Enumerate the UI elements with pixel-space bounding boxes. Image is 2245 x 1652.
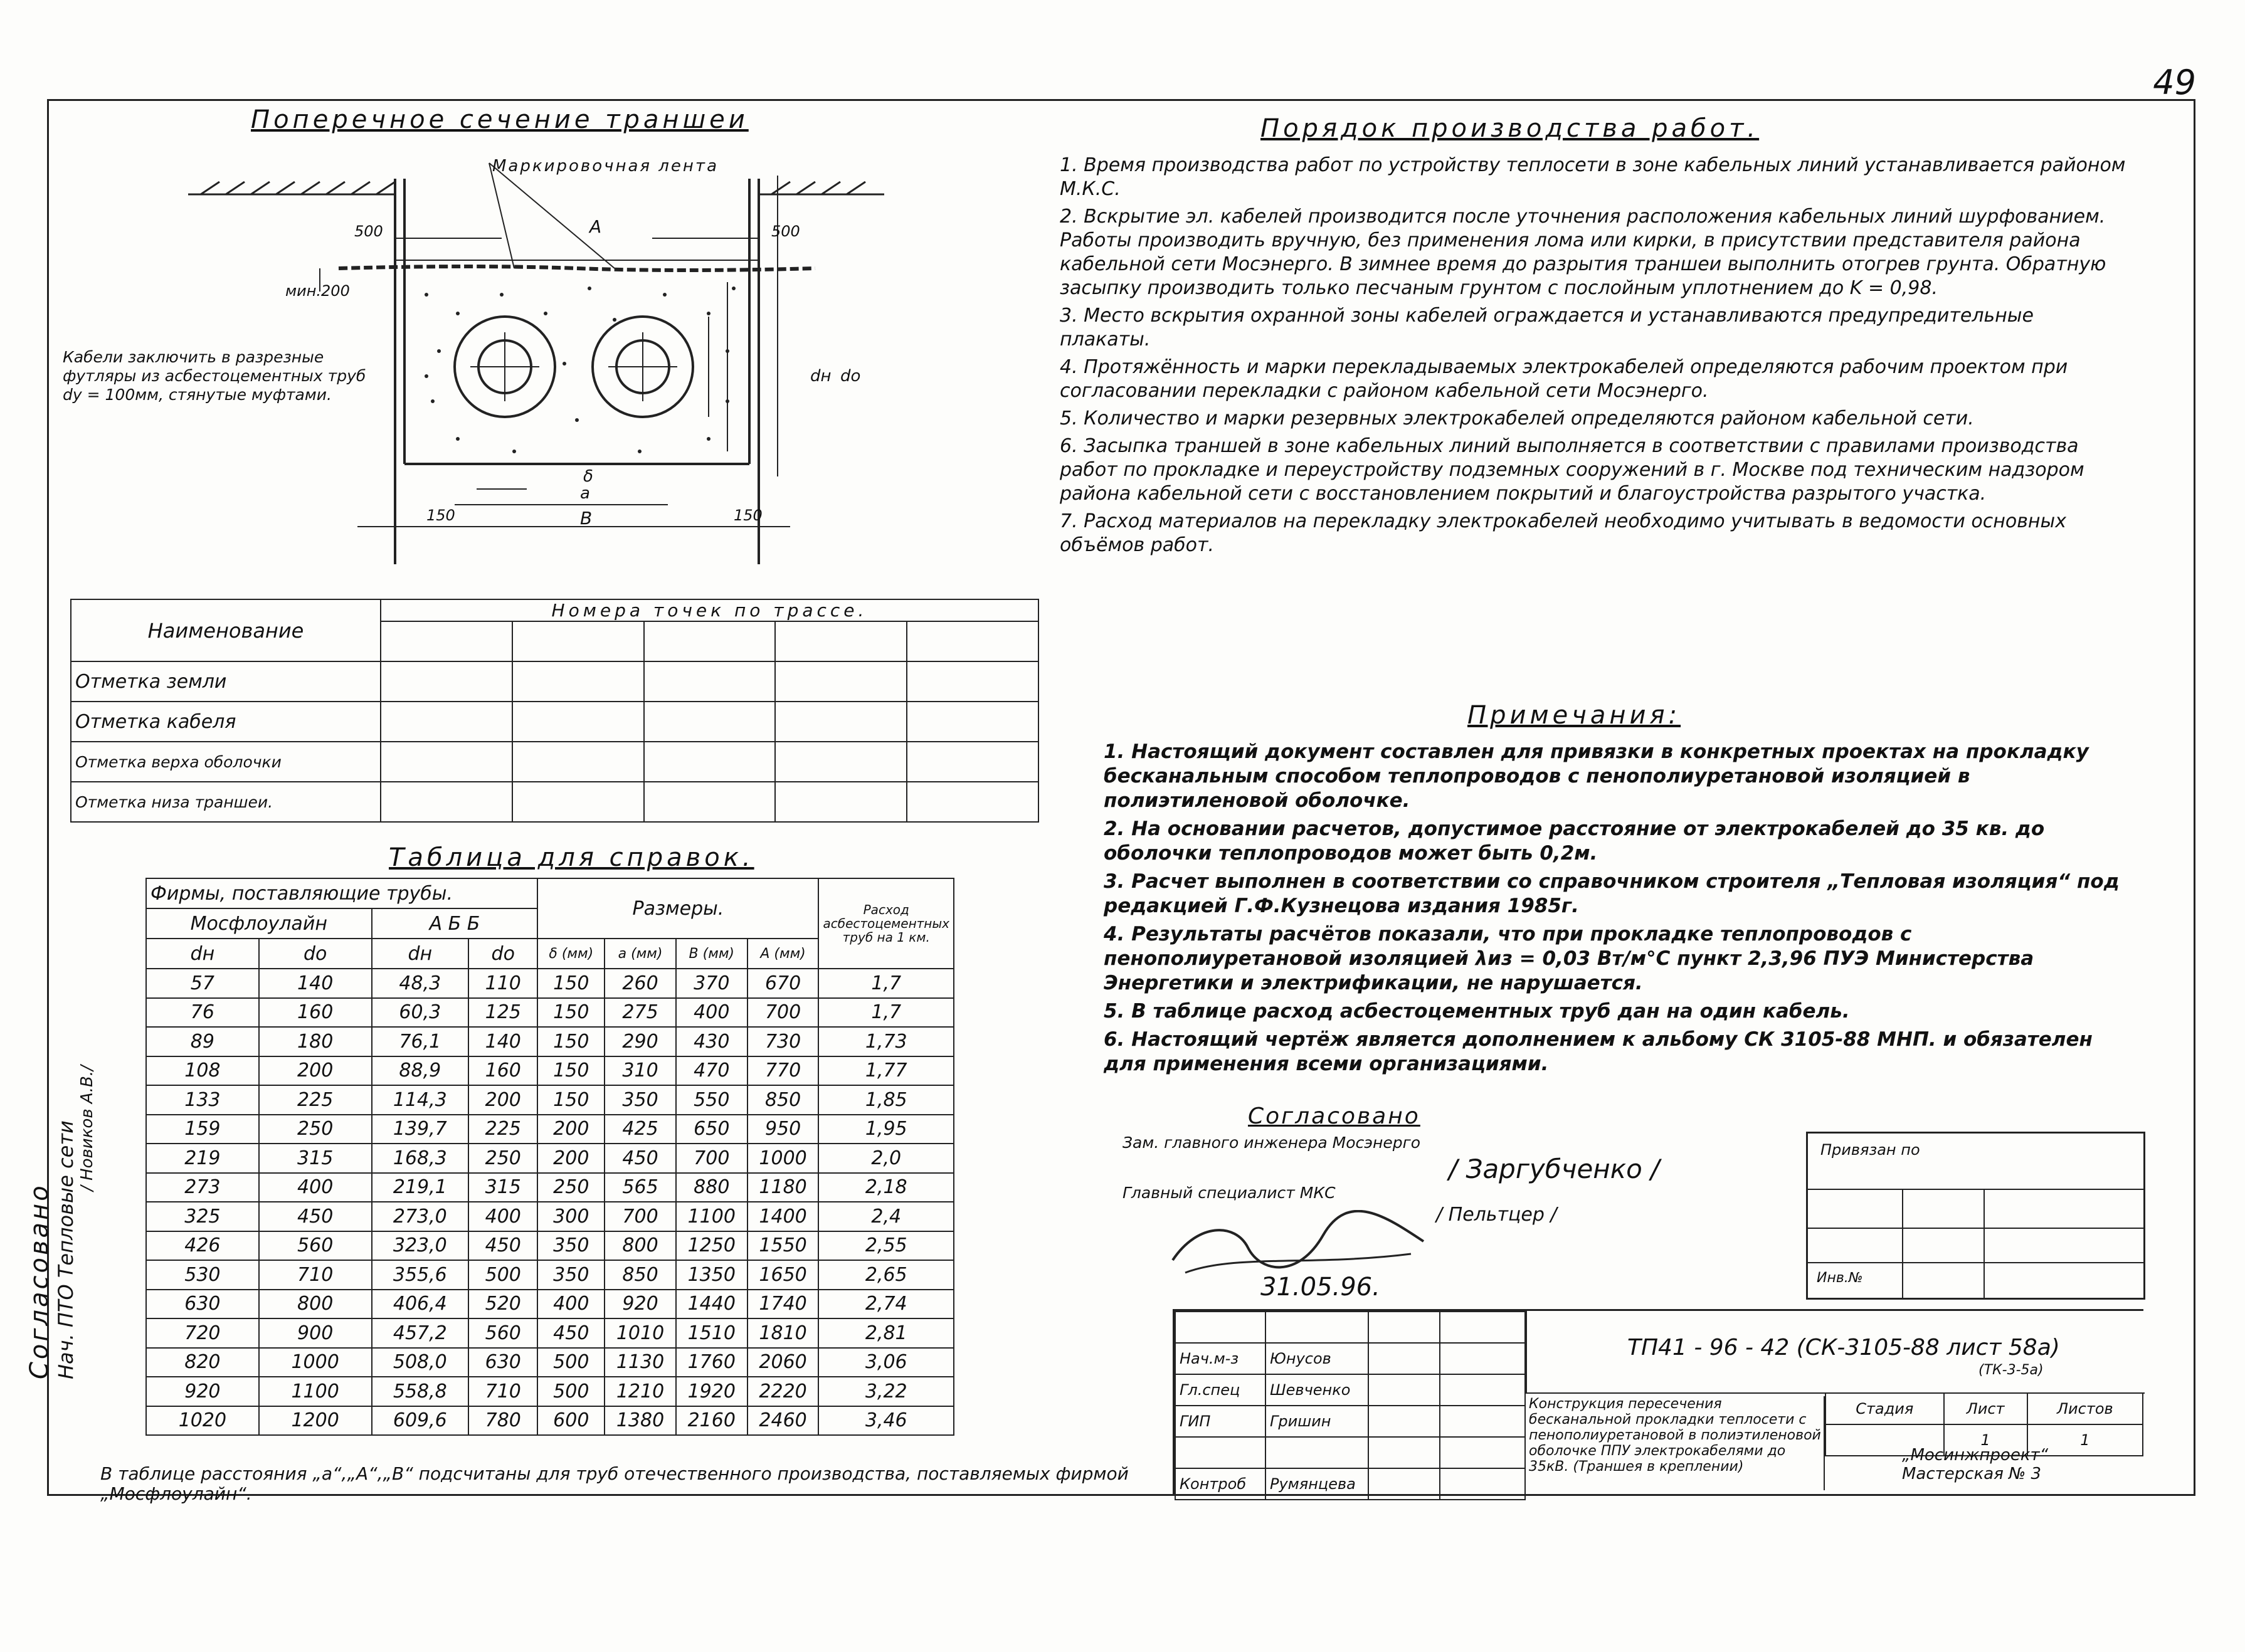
- ref-table-cell: 1180: [747, 1173, 819, 1202]
- stamp-sheet-value: 1: [1944, 1424, 2027, 1456]
- ref-table-cell: 250: [537, 1173, 605, 1202]
- dim-min200: мин.200: [285, 282, 350, 300]
- ref-table-cell: 168,3: [372, 1144, 469, 1173]
- ref-table-cell: 406,4: [372, 1290, 469, 1319]
- ref-table-cell: 200: [259, 1056, 372, 1086]
- ref-table-cell: 1250: [676, 1231, 747, 1261]
- ref-table-cell: 110: [468, 969, 537, 998]
- procedure-item: 3. Место вскрытия охранной зоны кабелей ограждается и устанавливаются предупредительные плакаты.: [1060, 305, 2034, 350]
- ref-table-cell: 1200: [259, 1406, 372, 1436]
- side-approval: [25, 1065, 97, 1379]
- stamp-name: Шевченко: [1265, 1374, 1368, 1406]
- ref-table-cell: 1100: [676, 1202, 747, 1231]
- ref-table-cell: 88,9: [372, 1056, 469, 1086]
- ref-table-cell: 1130: [605, 1348, 676, 1377]
- ref-header-firms: Фирмы, поставляющие трубы.: [146, 878, 537, 908]
- stamp-code-sub: (ТК-3-5а): [1978, 1362, 2044, 1378]
- binding-box: [1806, 1132, 2145, 1300]
- ref-table-cell: 350: [537, 1260, 605, 1290]
- ref-table-row: [146, 1144, 954, 1173]
- ref-table-cell: 609,6: [372, 1406, 469, 1436]
- stamp-stage-label: Стадия: [1825, 1393, 1944, 1424]
- ref-table-cell: 1,85: [818, 1085, 954, 1115]
- ref-table-cell: 450: [605, 1144, 676, 1173]
- ref-header-firm2: А Б Б: [372, 908, 538, 939]
- ref-table-cell: 560: [468, 1318, 537, 1348]
- ref-table-row: [146, 998, 954, 1028]
- ref-table-cell: 1740: [747, 1290, 819, 1319]
- points-header-points: Номера точек по трассе.: [381, 599, 1038, 621]
- ref-table-cell: 430: [676, 1027, 747, 1056]
- stamp-signatures: [1175, 1311, 1526, 1500]
- ref-table-row: [146, 1173, 954, 1202]
- ref-table-cell: 370: [676, 969, 747, 998]
- ref-table-cell: 558,8: [372, 1377, 469, 1406]
- ref-table-cell: 880: [676, 1173, 747, 1202]
- note-item: 6. Настоящий чертёж является дополнением к альбому СК 3105-88 МНП. и обязателен для применения всеми организациями.: [1104, 1028, 2093, 1075]
- ref-table-cell: 670: [747, 969, 819, 998]
- ref-table-cell: 400: [259, 1173, 372, 1202]
- ref-table-row: [146, 1202, 954, 1231]
- ref-table-cell: 350: [537, 1231, 605, 1261]
- stamp-role: Нач.м-з: [1175, 1343, 1265, 1374]
- ref-table-cell: 500: [537, 1377, 605, 1406]
- ref-table-cell: 450: [468, 1231, 537, 1261]
- ref-table-footnote: В таблице расстояния „а“,„А“,„В“ подсчитаны для труб отечественного производства, поставляемых фирмой „Мосфлоулайн“.: [100, 1463, 1129, 1504]
- ref-table-cell: 520: [468, 1290, 537, 1319]
- route-points-table: [70, 599, 1039, 823]
- inv-number-label: Инв.№: [1817, 1270, 1863, 1286]
- points-header-name: Наименование: [71, 599, 381, 661]
- ref-col: а (мм): [605, 939, 676, 969]
- ref-table-cell: 150: [537, 1027, 605, 1056]
- stamp-sheet-label: Лист: [1944, 1393, 2027, 1424]
- ref-table-cell: 250: [259, 1115, 372, 1144]
- marker-tape-label: Маркировочная лента: [492, 157, 719, 176]
- dim-dn: dн: [810, 367, 832, 386]
- procedure-title: Порядок производства работ.: [1260, 114, 1760, 143]
- ref-table-cell: 323,0: [372, 1231, 469, 1261]
- ref-header-sizes: Размеры.: [537, 878, 818, 939]
- side-approval-line2: Нач. ПТО Тепловые сети: [54, 1120, 78, 1379]
- points-row-label: Отметка низа траншеи.: [71, 782, 381, 822]
- stamp-role: ГИП: [1175, 1406, 1265, 1437]
- cross-section-title: Поперечное сечение траншеи: [251, 105, 749, 134]
- ref-table-cell: 315: [259, 1144, 372, 1173]
- ref-table-cell: 3,06: [818, 1348, 954, 1377]
- ref-table-cell: 150: [537, 998, 605, 1028]
- note-item: 3. Расчет выполнен в соответствии со справочником строителя „Тепловая изоляция“ под редакцией Г.Ф.Кузнецова издания 1985г.: [1104, 870, 2120, 917]
- ref-table-cell: 400: [676, 998, 747, 1028]
- ref-table-cell: 310: [605, 1056, 676, 1086]
- side-approval-line3: / Новиков А.В./: [78, 1065, 97, 1191]
- ref-table-row: [146, 969, 954, 998]
- ref-table-row: [146, 1406, 954, 1436]
- ref-table-row: [146, 1115, 954, 1144]
- ref-col: А (мм): [747, 939, 819, 969]
- ref-header-rate: Расход асбестоцементных труб на 1 км.: [818, 878, 954, 969]
- procedure-item: 6. Засыпка траншей в зоне кабельных линий выполняется в соответствии с правилами производства работ по прокладке и переустройству подземных сооружений в г. Москве под техническим надзором района кабельной сети с восстановлением покрытий и благоустройства разрытого участка.: [1060, 435, 2084, 505]
- agreed-name1: / Заргубченко /: [1449, 1154, 1660, 1184]
- dim-do: dо: [840, 367, 861, 386]
- ref-table-cell: 700: [747, 998, 819, 1028]
- procedure-item: 5. Количество и марки резервных электрокабелей определяются районом кабельной сети.: [1060, 408, 1974, 429]
- ref-table-cell: 400: [468, 1202, 537, 1231]
- ref-table-cell: 140: [259, 969, 372, 998]
- ref-table-cell: 470: [676, 1056, 747, 1086]
- ref-table-cell: 1920: [676, 1377, 747, 1406]
- ref-table-row: [146, 1348, 954, 1377]
- notes-list: [1104, 740, 2132, 1080]
- cable-note: Кабели заключить в разрезные футляры из асбестоцементных труб dy = 100мм, стянутые муфтами.: [63, 348, 366, 404]
- ref-table-cell: 2,81: [818, 1318, 954, 1348]
- ref-table-cell: 450: [537, 1318, 605, 1348]
- ref-table-cell: 500: [537, 1348, 605, 1377]
- ref-table-row: [146, 1085, 954, 1115]
- ref-table-cell: 250: [468, 1144, 537, 1173]
- ref-table-cell: 500: [468, 1260, 537, 1290]
- ref-table-cell: 565: [605, 1173, 676, 1202]
- stamp-organization: „Мосинжпроект“ Мастерская № 3: [1902, 1446, 2049, 1483]
- ref-table-cell: 225: [259, 1085, 372, 1115]
- ref-table-cell: 550: [676, 1085, 747, 1115]
- points-row-label: Отметка земли: [71, 661, 381, 702]
- ref-table-cell: 920: [605, 1290, 676, 1319]
- ref-table-cell: 114,3: [372, 1085, 469, 1115]
- ref-table-row: [146, 1290, 954, 1319]
- ref-table-cell: 300: [537, 1202, 605, 1231]
- ref-table-cell: 1510: [676, 1318, 747, 1348]
- ref-table-cell: 76,1: [372, 1027, 469, 1056]
- ref-table-cell: 508,0: [372, 1348, 469, 1377]
- stamp-name: Гришин: [1265, 1406, 1368, 1437]
- ref-table-cell: 400: [537, 1290, 605, 1319]
- ref-table-cell: 1,7: [818, 998, 954, 1028]
- reference-table: [145, 878, 954, 1436]
- ref-table-cell: 710: [259, 1260, 372, 1290]
- dim-a: a: [580, 484, 590, 503]
- ref-table-cell: 180: [259, 1027, 372, 1056]
- ref-table-row: [146, 1377, 954, 1406]
- ref-table-cell: 315: [468, 1173, 537, 1202]
- procedure-list: [1060, 154, 2126, 561]
- ref-table-cell: 150: [537, 1056, 605, 1086]
- ref-table-cell: 425: [605, 1115, 676, 1144]
- note-item: 1. Настоящий документ составлен для привязки в конкретных проектах на прокладку бесканальным способом теплопроводов с пенополиуретановой изоляцией в полиэтиленовой оболочке.: [1104, 740, 2089, 812]
- ref-table-cell: 125: [468, 998, 537, 1028]
- ref-col: dо: [468, 939, 537, 969]
- ref-table-cell: 900: [259, 1318, 372, 1348]
- ref-table-cell: 730: [747, 1027, 819, 1056]
- ref-table-cell: 1100: [259, 1377, 372, 1406]
- stamp-sheets-label: Листов: [2027, 1393, 2143, 1424]
- agreed-date: 31.05.96.: [1260, 1273, 1380, 1302]
- ref-table-cell: 850: [747, 1085, 819, 1115]
- ref-table-cell: 1010: [605, 1318, 676, 1348]
- ref-table-cell: 57: [146, 969, 259, 998]
- ref-table-cell: 1650: [747, 1260, 819, 1290]
- ref-table-cell: 159: [146, 1115, 259, 1144]
- ref-table-cell: 89: [146, 1027, 259, 1056]
- ref-table-cell: 219: [146, 1144, 259, 1173]
- procedure-item: 2. Вскрытие эл. кабелей производится после уточнения расположения кабельных линий шурфованием. Работы производить вручную, без применения лома или кирки, в присутствии представителя района кабельной сети Мосэнерго. В зимнее время до разрытия траншеи выполнить отогрев грунта. Обратную засыпку производить только песчаным грунтом с послойным уплотнением до K = 0,98.: [1060, 206, 2106, 299]
- ref-table-cell: 770: [747, 1056, 819, 1086]
- stamp-name: [1265, 1437, 1368, 1468]
- note-item: 2. На основании расчетов, допустимое расстояние от электрокабелей до 35 кв. до оболочки теплопроводов может быть 0,2м.: [1104, 818, 2045, 865]
- ref-table-cell: 630: [146, 1290, 259, 1319]
- ref-table-cell: 630: [468, 1348, 537, 1377]
- procedure-item: 1. Время производства работ по устройству теплосети в зоне кабельных линий устанавливается районом М.К.С.: [1060, 154, 2126, 200]
- ref-table-cell: 780: [468, 1406, 537, 1436]
- dim-delta: δ: [583, 467, 593, 486]
- stamp-role: [1175, 1437, 1265, 1468]
- stamp-description: Конструкция пересечения бесканальной прокладки теплосети с пенополиуретановой в полиэтиленовой оболочке ППУ электрокабелями до 35кВ. (Траншея в креплении): [1529, 1396, 1825, 1490]
- ref-table-cell: 530: [146, 1260, 259, 1290]
- dim-150-left: 150: [426, 507, 455, 524]
- ref-table-cell: 2460: [747, 1406, 819, 1436]
- ref-table-cell: 560: [259, 1231, 372, 1261]
- ref-table-cell: 1400: [747, 1202, 819, 1231]
- ref-table-cell: 355,6: [372, 1260, 469, 1290]
- ref-table-cell: 800: [259, 1290, 372, 1319]
- procedure-item: 4. Протяжённость и марки перекладываемых электрокабелей определяются рабочим проектом при согласовании перекладки с районом кабельной сети Мосэнерго.: [1060, 356, 2068, 402]
- ref-table-cell: 1020: [146, 1406, 259, 1436]
- ref-table-cell: 2,55: [818, 1231, 954, 1261]
- ref-table-cell: 1210: [605, 1377, 676, 1406]
- ref-col: dн: [146, 939, 259, 969]
- notes-title: Примечания:: [1467, 701, 1681, 730]
- ref-table-cell: 350: [605, 1085, 676, 1115]
- dim-500-left: 500: [354, 223, 383, 240]
- ref-table-cell: 800: [605, 1231, 676, 1261]
- reference-table-body: [146, 969, 954, 1435]
- ref-table-cell: 139,7: [372, 1115, 469, 1144]
- ref-col: dн: [372, 939, 469, 969]
- ref-table-row: [146, 1027, 954, 1056]
- stamp-sheets-value: 1: [2027, 1424, 2143, 1456]
- ref-table-cell: 140: [468, 1027, 537, 1056]
- ref-table-cell: 457,2: [372, 1318, 469, 1348]
- ref-table-cell: 225: [468, 1115, 537, 1144]
- binding-label: Привязан по: [1820, 1141, 1920, 1159]
- ref-table-cell: 150: [537, 1085, 605, 1115]
- ref-table-cell: 2060: [747, 1348, 819, 1377]
- stamp-role: Контроб: [1175, 1468, 1265, 1500]
- ref-table-cell: 700: [676, 1144, 747, 1173]
- ref-table-cell: 1810: [747, 1318, 819, 1348]
- dim-500-right: 500: [771, 223, 800, 240]
- note-item: 5. В таблице расход асбестоцементных труб дан на один кабель.: [1104, 1000, 1850, 1023]
- dim-A: A: [589, 216, 602, 237]
- ref-table-cell: 1440: [676, 1290, 747, 1319]
- ref-table-row: [146, 1056, 954, 1086]
- agreed-name2: / Пельтцер /: [1436, 1204, 1557, 1226]
- ref-table-cell: 850: [605, 1260, 676, 1290]
- ref-table-cell: 950: [747, 1115, 819, 1144]
- stamp-name: Юнусов: [1265, 1343, 1368, 1374]
- ref-table-cell: 108: [146, 1056, 259, 1086]
- ref-table-cell: 1,73: [818, 1027, 954, 1056]
- ref-table-cell: 219,1: [372, 1173, 469, 1202]
- ref-col: dо: [259, 939, 372, 969]
- ref-table-cell: 2,18: [818, 1173, 954, 1202]
- sheet-number: 49: [2153, 63, 2196, 102]
- procedure-item: 7. Расход материалов на перекладку электрокабелей необходимо учитывать в ведомости основных объёмов работ.: [1060, 510, 2066, 556]
- ref-table-row: [146, 1318, 954, 1348]
- ref-table-cell: 600: [537, 1406, 605, 1436]
- points-row-label: Отметка кабеля: [71, 702, 381, 742]
- ref-table-cell: 150: [537, 969, 605, 998]
- ref-header-firm1: Мосфлоулайн: [146, 908, 372, 939]
- ref-table-cell: 273: [146, 1173, 259, 1202]
- ref-table-cell: 200: [537, 1115, 605, 1144]
- ref-table-cell: 3,22: [818, 1377, 954, 1406]
- ref-table-cell: 1,7: [818, 969, 954, 998]
- ref-table-cell: 426: [146, 1231, 259, 1261]
- trench-cross-section: [163, 125, 903, 564]
- ref-table-row: [146, 1231, 954, 1261]
- ref-table-cell: 1000: [259, 1348, 372, 1377]
- agreed-title: Согласовано: [1248, 1103, 1420, 1129]
- ref-table-cell: 133: [146, 1085, 259, 1115]
- ref-table-cell: 1550: [747, 1231, 819, 1261]
- ref-table-cell: 720: [146, 1318, 259, 1348]
- ref-table-cell: 76: [146, 998, 259, 1028]
- ref-table-cell: 273,0: [372, 1202, 469, 1231]
- ref-table-cell: 200: [537, 1144, 605, 1173]
- ref-table-cell: 1350: [676, 1260, 747, 1290]
- stamp-code: ТП41 - 96 - 42 (СК-3105-88 лист 58а): [1627, 1335, 2060, 1360]
- ref-table-cell: 260: [605, 969, 676, 998]
- stamp-name: Румянцева: [1265, 1468, 1368, 1500]
- ref-table-cell: 290: [605, 1027, 676, 1056]
- ref-table-cell: 2160: [676, 1406, 747, 1436]
- agreed-role2: Главный специалист МКС: [1122, 1184, 1336, 1202]
- ref-table-cell: 325: [146, 1202, 259, 1231]
- ref-table-cell: 2220: [747, 1377, 819, 1406]
- ref-table-cell: 160: [468, 1056, 537, 1086]
- title-stamp: [1173, 1309, 2143, 1494]
- ref-table-cell: 820: [146, 1348, 259, 1377]
- side-approval-line1: Согласовано: [25, 1183, 54, 1379]
- points-row-label: Отметка верха оболочки: [71, 742, 381, 782]
- ref-table-cell: 1000: [747, 1144, 819, 1173]
- ref-table-cell: 650: [676, 1115, 747, 1144]
- ref-table-cell: 275: [605, 998, 676, 1028]
- dim-B: B: [580, 508, 593, 529]
- ref-table-cell: 200: [468, 1085, 537, 1115]
- ref-table-cell: 1380: [605, 1406, 676, 1436]
- ref-table-cell: 450: [259, 1202, 372, 1231]
- ref-table-cell: 2,0: [818, 1144, 954, 1173]
- ref-table-cell: 2,74: [818, 1290, 954, 1319]
- ref-col: δ (мм): [537, 939, 605, 969]
- ref-table-cell: 2,65: [818, 1260, 954, 1290]
- ref-table-cell: 48,3: [372, 969, 469, 998]
- stamp-code-cell: [1526, 1311, 2145, 1394]
- ref-table-cell: 700: [605, 1202, 676, 1231]
- ref-table-cell: 1760: [676, 1348, 747, 1377]
- ref-table-cell: 1,95: [818, 1115, 954, 1144]
- ref-table-cell: 3,46: [818, 1406, 954, 1436]
- note-item: 4. Результаты расчётов показали, что при прокладке теплопроводов с пенополиуретановой изоляцией λиз = 0,03 Вт/м°С пункт 2,3,96 ПУЭ Министерства Энергетики и электрификации, не нарушается.: [1104, 923, 2034, 994]
- ref-table-cell: 60,3: [372, 998, 469, 1028]
- stamp-role: Гл.спец: [1175, 1374, 1265, 1406]
- ref-table-cell: 1,77: [818, 1056, 954, 1086]
- ref-table-cell: 920: [146, 1377, 259, 1406]
- ref-col: В (мм): [676, 939, 747, 969]
- agreed-role1: Зам. главного инженера Мосэнерго: [1122, 1134, 1420, 1152]
- ref-table-row: [146, 1260, 954, 1290]
- ref-table-title: Таблица для справок.: [389, 843, 754, 872]
- ref-table-cell: 160: [259, 998, 372, 1028]
- dim-150-right: 150: [734, 507, 763, 524]
- ref-table-cell: 2,4: [818, 1202, 954, 1231]
- ref-table-cell: 710: [468, 1377, 537, 1406]
